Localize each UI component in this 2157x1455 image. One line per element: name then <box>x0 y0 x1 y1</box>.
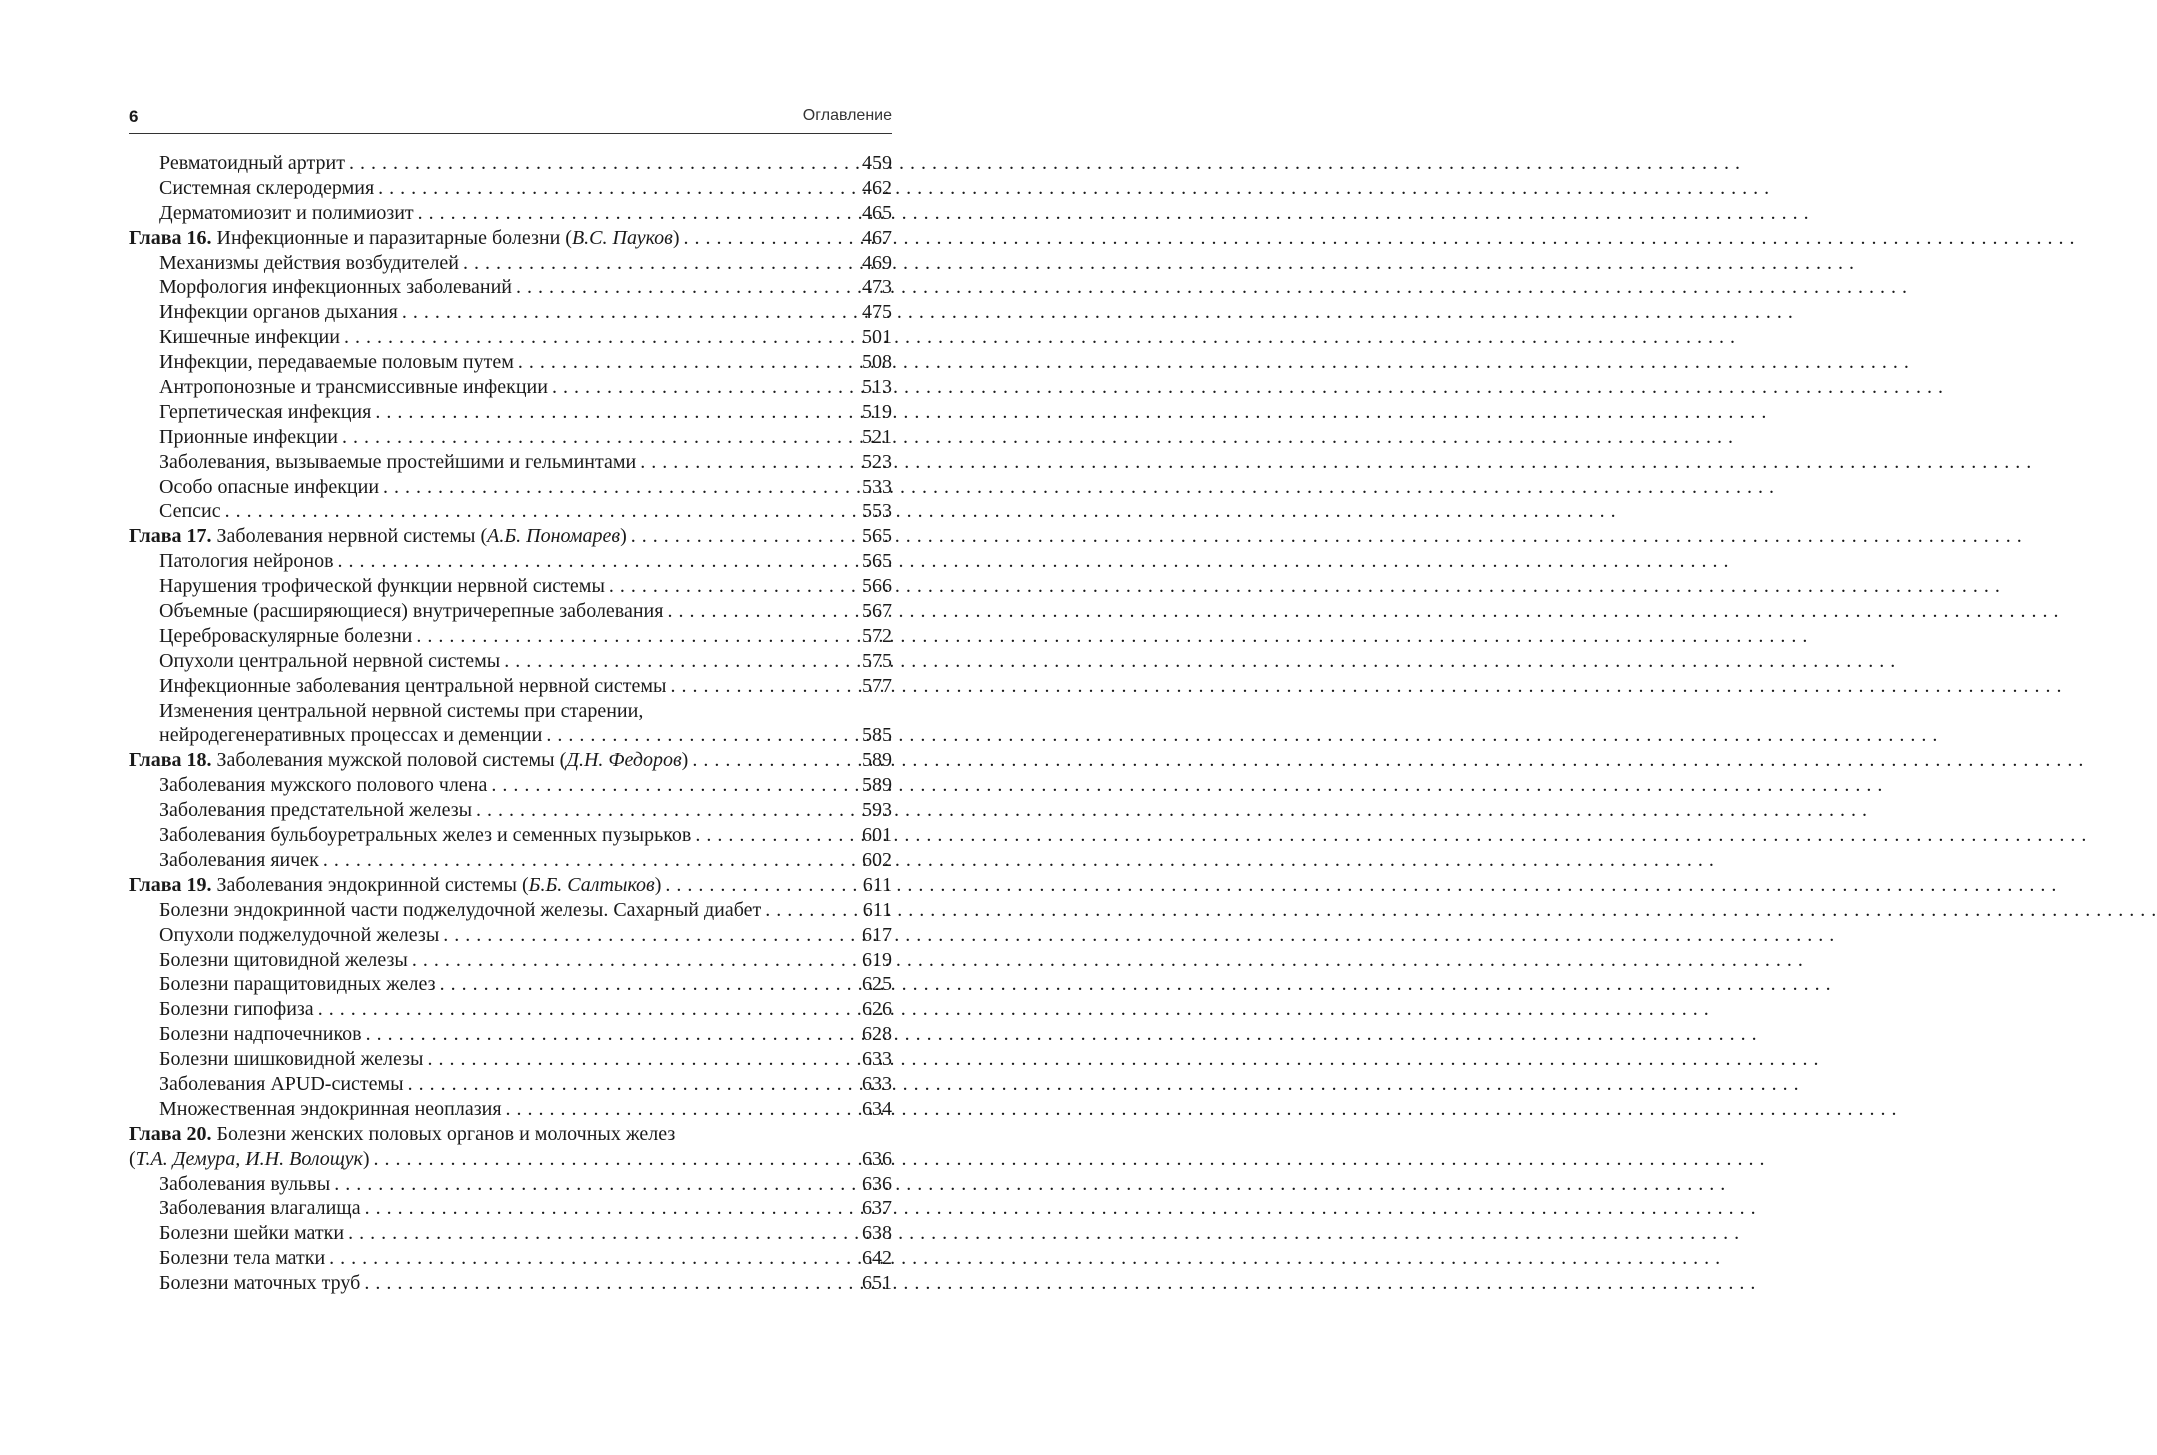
toc-page-number: 501 <box>862 326 892 349</box>
toc-entry-title: Опухоли поджелудочной железы <box>159 923 440 946</box>
toc-entry[interactable] <box>129 425 892 450</box>
toc-entry[interactable] <box>129 898 892 923</box>
toc-entry[interactable] <box>129 450 892 475</box>
toc-entry-title: Особо опасные инфекции <box>159 475 380 498</box>
toc-entry-title: Инфекции, передаваемые половым путем <box>159 351 514 374</box>
toc-page-number: 475 <box>862 301 892 324</box>
toc-entry-title: Системная склеродермия <box>159 176 375 199</box>
dot-leader <box>344 325 852 350</box>
toc-page-number: 533 <box>862 475 892 498</box>
toc-page-number: 611 <box>862 898 892 921</box>
toc-entry[interactable] <box>129 1097 892 1122</box>
toc-page-number: 572 <box>862 624 892 647</box>
dot-leader <box>364 1271 852 1296</box>
dot-leader <box>692 748 852 773</box>
toc-page-number: 523 <box>862 450 892 473</box>
toc-entry[interactable] <box>129 972 892 997</box>
toc-entry-title: Болезни шейки матки <box>159 1222 345 1245</box>
dot-leader <box>670 674 852 699</box>
chapter-authors: В.С. Пауков <box>571 226 673 249</box>
toc-entry-title: Заболевания бульбоуретральных желез и семенных пузырьков <box>159 824 692 847</box>
toc-entry-title: Цереброваскулярные болезни <box>159 624 413 647</box>
dot-leader <box>440 972 852 997</box>
toc-entry-title: Нарушения трофической функции нервной системы <box>159 575 605 598</box>
chapter-page-number: 611 <box>862 873 892 896</box>
toc-page-number: 508 <box>862 351 892 374</box>
toc-entry-title: Болезни тела матки <box>159 1247 326 1270</box>
toc-page-number: 637 <box>862 1197 892 1220</box>
dot-leader <box>225 499 852 524</box>
dot-leader <box>491 773 852 798</box>
toc-entry-title: Сепсис <box>159 500 221 523</box>
chapter-authors-text: (Т.А. Демура, И.Н. Волощук) <box>129 1147 370 1170</box>
dot-leader <box>374 1147 852 1172</box>
toc-entry[interactable] <box>129 549 892 574</box>
dot-leader <box>640 450 852 475</box>
toc-page-number: 459 <box>862 152 892 174</box>
toc-page-number: 626 <box>862 998 892 1021</box>
running-head-title: Оглавление <box>802 107 892 124</box>
toc-entry-title: Болезни шишковидной железы <box>159 1048 424 1071</box>
dot-leader <box>418 201 852 226</box>
toc-page-number: 589 <box>862 774 892 797</box>
toc-page-number: 636 <box>862 1172 892 1195</box>
dot-leader <box>338 549 852 574</box>
toc-group <box>129 524 892 748</box>
toc-entry[interactable] <box>129 574 892 599</box>
toc-entry[interactable] <box>129 823 892 848</box>
toc-page-number: 625 <box>862 973 892 996</box>
toc-page-number: 565 <box>862 550 892 573</box>
toc-entry[interactable] <box>129 201 892 226</box>
toc-entry[interactable] <box>129 773 892 798</box>
toc-entry-title: Патология нейронов <box>159 550 334 573</box>
toc-entry[interactable] <box>129 1172 892 1197</box>
toc-page-number: 577 <box>862 674 892 697</box>
toc-entry[interactable] <box>129 599 892 624</box>
toc-page-number: 619 <box>862 948 892 971</box>
toc-page-number: 465 <box>862 201 892 224</box>
dot-leader <box>329 1246 852 1271</box>
toc-page-number: 593 <box>862 799 892 822</box>
dot-leader <box>609 574 852 599</box>
toc-entry-title: Заболевания предстательной железы <box>159 799 473 822</box>
dot-leader <box>516 275 852 300</box>
table-of-contents <box>129 151 892 1296</box>
toc-entry[interactable] <box>129 176 892 201</box>
toc-entry[interactable] <box>129 325 892 350</box>
toc-entry-title: Объемные (расширяющиеся) внутричерепные заболевания <box>159 600 664 623</box>
toc-entry[interactable] <box>129 1246 892 1271</box>
dot-leader <box>366 1022 852 1047</box>
chapter-authors: А.Б. Пономарев <box>487 525 621 548</box>
toc-page-number: 633 <box>862 1072 892 1095</box>
toc-page-number: 469 <box>862 251 892 274</box>
chapter-title-line: Глава 16. Инфекционные и паразитарные болезни (В.С. Пауков) <box>129 226 680 249</box>
dot-leader <box>408 1072 852 1097</box>
toc-page-number: 521 <box>862 425 892 448</box>
dot-leader <box>375 400 852 425</box>
chapter-title: Болезни женских половых органов и молочных желез <box>216 1122 676 1145</box>
toc-entry-title: Заболевания влагалища <box>159 1197 361 1220</box>
toc-page-number: 567 <box>862 600 892 623</box>
toc-entry-title: Болезни эндокринной части поджелудочной железы. Сахарный диабет <box>159 898 762 921</box>
toc-entry[interactable] <box>129 251 892 276</box>
dot-leader <box>695 823 852 848</box>
dot-leader <box>504 649 852 674</box>
toc-entry[interactable] <box>129 624 892 649</box>
dot-leader <box>506 1097 852 1122</box>
toc-entry-title: Болезни гипофиза <box>159 998 314 1021</box>
toc-entry[interactable] <box>129 350 892 375</box>
toc-entry[interactable] <box>129 923 892 948</box>
chapter-authors: Б.Б. Салтыков <box>528 873 655 896</box>
toc-page-number: 602 <box>862 848 892 871</box>
toc-entry-title: Инфекции органов дыхания <box>159 301 398 324</box>
toc-entry[interactable] <box>129 400 892 425</box>
toc-entry-title: Опухоли центральной нервной системы <box>159 649 501 672</box>
toc-entry[interactable] <box>129 375 892 400</box>
chapter-heading[interactable] <box>129 226 892 251</box>
toc-entry-title: Дерматомиозит и полимиозит <box>159 201 414 224</box>
toc-entry[interactable] <box>129 499 892 524</box>
dot-leader <box>476 798 852 823</box>
chapter-heading[interactable] <box>129 524 892 549</box>
dot-leader <box>383 475 852 500</box>
chapter-label: Глава 16. <box>129 226 212 249</box>
toc-entry[interactable] <box>129 1022 892 1047</box>
toc-entry-title: Заболевания вульвы <box>159 1172 331 1195</box>
chapter-title: Инфекционные и паразитарные болезни <box>216 226 561 249</box>
toc-entry[interactable] <box>129 699 892 724</box>
toc-entry-title: Ревматоидный артрит <box>159 152 345 174</box>
running-head <box>129 105 892 134</box>
toc-page-number: 553 <box>862 500 892 523</box>
toc-group <box>129 151 892 226</box>
chapter-label: Глава 18. <box>129 749 212 772</box>
chapter-heading[interactable] <box>129 1122 892 1147</box>
chapter-title-line <box>129 1122 675 1147</box>
dot-leader <box>518 350 852 375</box>
dot-leader <box>546 723 852 748</box>
dot-leader <box>402 300 852 325</box>
toc-page-number: 513 <box>862 376 892 399</box>
toc-entry-title: Прионные инфекции <box>159 425 338 448</box>
toc-entry[interactable] <box>129 475 892 500</box>
toc-entry-title: Герпетическая инфекция <box>159 400 372 423</box>
toc-entry-title: Болезни надпочечников <box>159 1023 362 1046</box>
toc-page-number: 566 <box>862 575 892 598</box>
toc-entry[interactable] <box>129 1221 892 1246</box>
toc-entry[interactable] <box>129 674 892 699</box>
toc-entry-title: Заболевания, вызываемые простейшими и гельминтами <box>159 450 637 473</box>
chapter-page-number: 565 <box>862 525 892 548</box>
chapter-authors: Д.Н. Федоров <box>566 749 682 772</box>
toc-entry[interactable] <box>129 1271 892 1296</box>
dot-leader <box>463 251 852 276</box>
toc-page-number: 633 <box>862 1048 892 1071</box>
dot-leader <box>427 1047 852 1072</box>
toc-entry[interactable] <box>129 798 892 823</box>
toc-entry[interactable] <box>129 275 892 300</box>
toc-page-number: 642 <box>862 1247 892 1270</box>
toc-group <box>129 748 892 872</box>
toc-page-number: 638 <box>862 1222 892 1245</box>
chapter-label: Глава 20. <box>129 1122 212 1145</box>
dot-leader <box>412 948 852 973</box>
toc-entry-title: Болезни маточных труб <box>159 1272 361 1295</box>
chapter-title-line: Глава 18. Заболевания мужской половой системы (Д.Н. Федоров) <box>129 749 689 772</box>
toc-page-number: 601 <box>862 824 892 847</box>
chapter-title: Заболевания эндокринной системы <box>216 873 517 896</box>
dot-leader <box>348 1221 852 1246</box>
toc-page-number: 462 <box>862 176 892 199</box>
chapter-page-number: 589 <box>862 749 892 772</box>
dot-leader <box>443 923 852 948</box>
dot-leader <box>349 151 852 176</box>
toc-entry-title: Морфология инфекционных заболеваний <box>159 276 512 299</box>
toc-entry[interactable] <box>129 300 892 325</box>
chapter-page-number: 467 <box>862 226 892 249</box>
dot-leader <box>416 624 852 649</box>
dot-leader <box>667 599 852 624</box>
dot-leader <box>318 997 852 1022</box>
chapter-heading[interactable] <box>129 748 892 773</box>
toc-entry-title: Инфекционные заболевания центральной нервной системы <box>159 674 667 697</box>
toc-entry-title: Кишечные инфекции <box>159 326 340 349</box>
page-number: 6 <box>129 107 139 126</box>
toc-page-number: 628 <box>862 1023 892 1046</box>
toc-page-number: 651 <box>862 1272 892 1295</box>
toc-entry[interactable] <box>129 151 892 176</box>
chapter-heading[interactable] <box>129 873 892 898</box>
dot-leader <box>365 1196 852 1221</box>
dot-leader <box>552 375 852 400</box>
toc-entry-title: Болезни паращитовидных желез <box>159 973 436 996</box>
chapter-title-line: Глава 17. Заболевания нервной системы (А.Б. Пономарев) <box>129 525 627 548</box>
toc-entry-title: Заболевания APUD-системы <box>159 1072 404 1095</box>
toc-group <box>129 873 892 1122</box>
toc-entry[interactable] <box>129 997 892 1022</box>
toc-entry-title: Изменения центральной нервной системы при старении, <box>159 699 644 722</box>
toc-entry[interactable] <box>129 1196 892 1221</box>
dot-leader <box>334 1172 852 1197</box>
chapter-label: Глава 17. <box>129 525 212 548</box>
toc-entry[interactable] <box>129 848 892 873</box>
toc-entry-title: Заболевания яичек <box>159 848 319 871</box>
chapter-title: Заболевания мужской половой системы <box>216 749 555 772</box>
dot-leader <box>631 524 852 549</box>
toc-page-number: 519 <box>862 400 892 423</box>
dot-leader <box>342 425 852 450</box>
toc-entry-title-cont: нейродегенеративных процессах и деменции <box>159 724 543 747</box>
chapter-authors-line[interactable] <box>129 1147 892 1172</box>
toc-entry[interactable] <box>129 948 892 973</box>
toc-entry-title: Механизмы действия возбудителей <box>159 251 459 274</box>
toc-entry-title: Антропонозные и трансмиссивные инфекции <box>159 376 548 399</box>
toc-page-number: 634 <box>862 1097 892 1120</box>
chapter-title-line: Глава 19. Заболевания эндокринной системы (Б.Б. Салтыков) <box>129 873 662 896</box>
chapter-page-number: 636 <box>862 1147 892 1170</box>
toc-entry-title: Множественная эндокринная неоплазия <box>159 1097 502 1120</box>
toc-entry-continuation[interactable] <box>129 723 892 748</box>
chapter-title: Заболевания нервной системы <box>216 525 476 548</box>
toc-page-number: 575 <box>862 649 892 672</box>
toc-entry-title: Заболевания мужского полового члена <box>159 774 488 797</box>
chapter-authors: Т.А. Демура, И.Н. Волощук <box>135 1147 363 1170</box>
dot-leader <box>665 873 852 898</box>
toc-group <box>129 1122 892 1296</box>
dot-leader <box>323 848 852 873</box>
toc-group <box>129 226 892 525</box>
toc-entry[interactable] <box>129 649 892 674</box>
page <box>129 105 892 1296</box>
dot-leader <box>684 226 852 251</box>
toc-entry-title: Болезни щитовидной железы <box>159 948 408 971</box>
toc-page-number: 585 <box>862 724 892 747</box>
toc-page-number: 617 <box>862 923 892 946</box>
chapter-label: Глава 19. <box>129 873 212 896</box>
toc-entry[interactable] <box>129 1047 892 1072</box>
toc-entry[interactable] <box>129 1072 892 1097</box>
dot-leader <box>765 898 852 923</box>
toc-page-number: 473 <box>862 276 892 299</box>
dot-leader <box>378 176 852 201</box>
